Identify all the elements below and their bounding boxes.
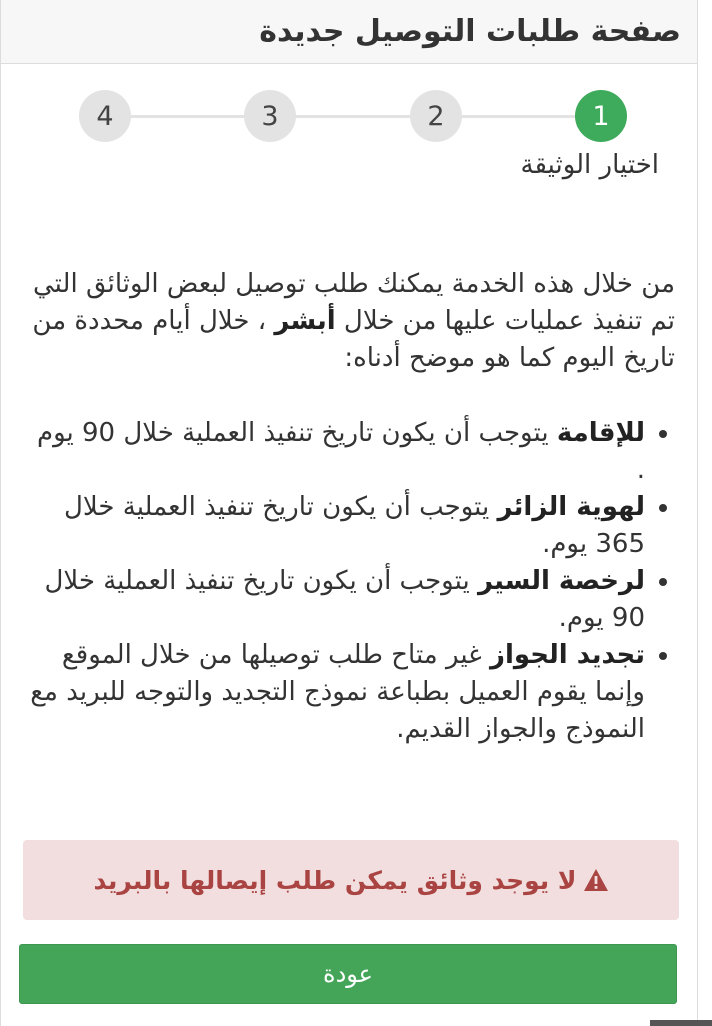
absher-name: أبشر (274, 306, 336, 336)
rules-list (25, 415, 675, 748)
corner-shade (650, 1020, 712, 1026)
service-description (25, 266, 675, 748)
step-4: 4 (79, 90, 131, 142)
page-header (1, 0, 697, 64)
back-button[interactable]: عودة (19, 944, 677, 1004)
no-documents-alert (23, 840, 679, 920)
page-title: صفحة طلبات التوصيل جديدة (259, 14, 681, 49)
step-3: 3 (244, 90, 296, 142)
list-item: • تجديد الجواز غير متاح طلب توصيلها من خلال الموقع وإنما يقوم العميل بطباعة نموذج التجديد والتوجه للبريد مع النموذج والجواز القديم. (25, 637, 645, 748)
warning-icon (583, 868, 609, 892)
current-step-label: اختيار الوثيقة (520, 150, 659, 180)
list-item: • لرخصة السير يتوجب أن يكون تاريخ تنفيذ العملية خلال 90 يوم. (25, 563, 645, 637)
stepper-line (105, 115, 601, 118)
step-2: 2 (410, 90, 462, 142)
list-item: • للإقامة يتوجب أن يكون تاريخ تنفيذ العملية خلال 90 يوم . (25, 415, 645, 489)
step-1: 1 (575, 90, 627, 142)
stepper (79, 90, 627, 142)
alert-text: لا يوجد وثائق يمكن طلب إيصالها بالبريد (93, 865, 577, 895)
list-item: • لهوية الزائر يتوجب أن يكون تاريخ تنفيذ العملية خلال 365 يوم. (25, 489, 645, 563)
intro-text: من خلال هذه الخدمة يمكنك طلب توصيل لبعض الوثائق التي تم تنفيذ عمليات عليها من خلال أبشر ، خلال أيام محددة من تاريخ اليوم كما هو موضح أدناه: (32, 269, 675, 373)
